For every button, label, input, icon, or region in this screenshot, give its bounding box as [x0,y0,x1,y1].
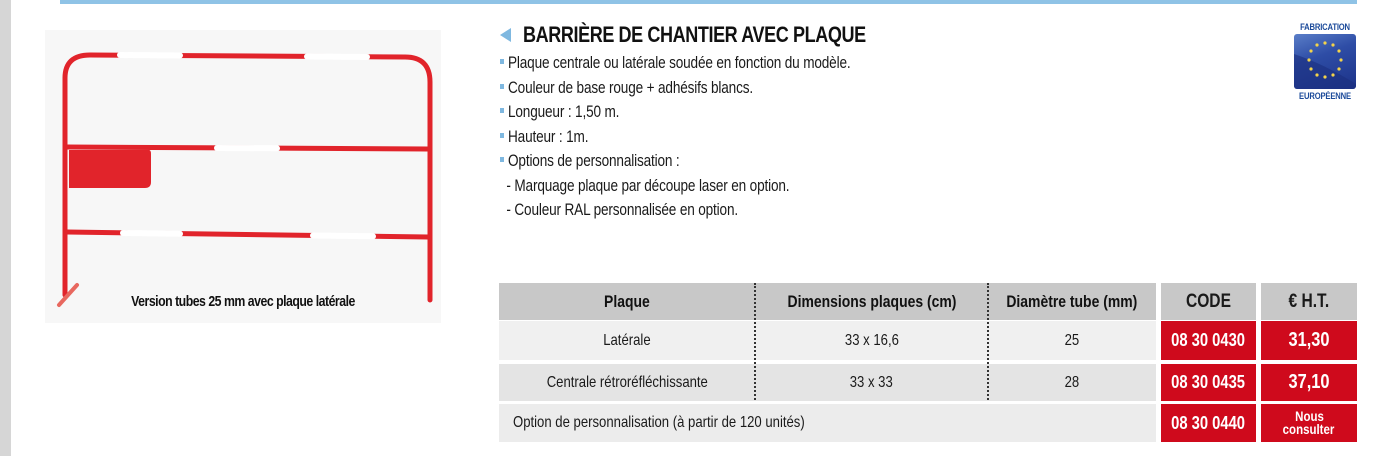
triangle-left-icon [500,28,511,42]
barrier-illustration [45,30,441,323]
cell-price: 31,30 [1261,321,1357,360]
table-row [499,364,1357,401]
header-price: € H.T. [1261,283,1357,320]
feature-list [500,51,938,223]
cell-diametre: 28 [988,364,1156,401]
product-title: BARRIÈRE DE CHANTIER AVEC PLAQUE [523,22,866,47]
bullet-icon [500,59,504,64]
product-photo [45,30,441,323]
cell-dimensions: 33 x 33 [755,364,988,401]
cell-price-consult: Nous consulter [1261,404,1357,442]
bullet-icon [500,133,504,138]
sub-feature-item: - Couleur RAL personnalisée en option. [506,200,738,219]
cell-code: 08 30 0435 [1161,364,1256,401]
badge-bottom-text: EUROPÉENNE [1299,91,1351,101]
column-separator [987,283,989,400]
page-margin-strip [0,0,11,456]
cell-code: 08 30 0440 [1161,404,1256,442]
bullet-icon [500,108,504,113]
product-heading [500,22,941,48]
feature-item: Longueur : 1,50 m. [500,100,850,125]
image-caption: Version tubes 25 mm avec plaque latérale [131,293,355,310]
feature-item: Options de personnalisation : [500,149,850,174]
cell-option-label: Option de personnalisation (à partir de 120 unités) [499,404,1156,442]
badge-top-text: FABRICATION [1300,22,1350,32]
header-plaque: Plaque [604,291,650,311]
feature-item: Plaque centrale ou latérale soudée en fonction du modèle. [500,51,850,76]
eu-flag-icon [1294,34,1356,89]
cell-dimensions: 33 x 16,6 [755,321,988,360]
feature-item: Hauteur : 1m. [500,125,850,150]
cell-code: 08 30 0430 [1161,321,1256,360]
cell-price: 37,10 [1261,364,1357,401]
table-header-row [499,283,1156,320]
sub-feature-item: - Marquage plaque par découpe laser en option. [506,175,790,195]
table-row [499,321,1357,360]
bullet-icon [500,84,504,89]
bullet-icon [500,157,504,162]
feature-item: Couleur de base rouge + adhésifs blancs. [500,76,850,101]
top-rule [60,0,1357,4]
cell-diametre: 25 [988,321,1156,360]
cell-plaque: Latérale [499,321,755,360]
option-row [499,404,1357,442]
header-dimensions: Dimensions plaques (cm) [787,291,956,311]
column-separator [754,283,756,400]
eu-manufacturing-badge [1293,22,1357,101]
cell-plaque: Centrale rétroréfléchissante [499,364,755,401]
header-diametre: Diamètre tube (mm) [1006,291,1138,311]
header-code: CODE [1161,283,1256,320]
